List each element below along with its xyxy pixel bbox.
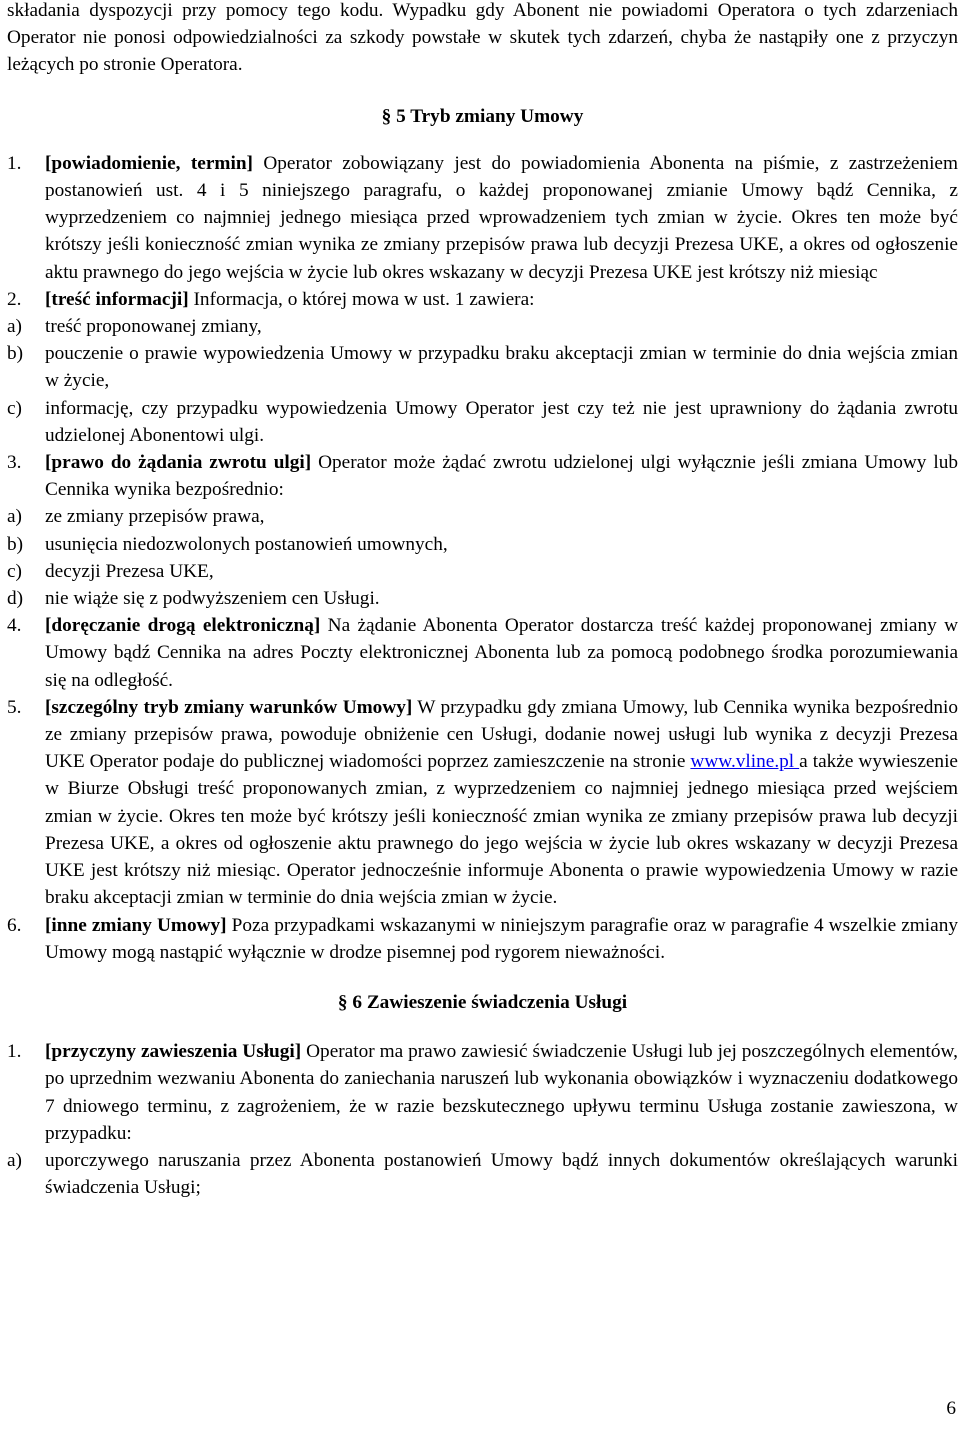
item-text: Operator zobowiązany jest do powiadomienia Abonenta na piśmie, z zastrzeżeniem postanowień ust. 4 i 5 niniejszego paragrafu, o każdej proponowanej zmianie Umowy bądź Cennika, z wyprzedzeniem co najmniej jednego miesiąca przed wprowadzeniem tych zmian w życie. Okres ten może być krótszy jeśli konieczność zmian wynika ze zmiany przepisów prawa lub decyzji Prezesa UKE, a okres od ogłoszenie aktu prawnego do jego wejścia w życie lub okres wskazany w decyzji Prezesa UKE jest krótszy niż miesiąc <box>45 152 958 283</box>
intro-paragraph: składania dyspozycji przy pomocy tego kodu. Wypadku gdy Abonent nie powiadomi Operatora o tych zdarzeniach Operator nie ponosi odpowiedzialności za szkody powstałe w skutek tych zdarzeń, chyba że nastąpiły one z przyczyn leżących po stronie Operatora. <box>7 0 958 76</box>
sublist-letter: a) <box>7 1149 22 1171</box>
item-number: 2. <box>7 288 22 310</box>
list-item <box>7 286 958 313</box>
sublist-item <box>7 395 958 449</box>
item-text: Operator ma prawo zawiesić świadczenie Usługi lub jej poszczególnych elementów, po uprzednim wezwaniu Abonenta do zaniechania naruszeń lub wykonania obowiązków i wyznaczeniu dodatkowego 7 dniowego terminu, z zagrożeniem, że w razie bezskutecznego upływu terminu Usługa zostanie zawieszona, w przypadku: <box>45 1041 958 1144</box>
sublist-text: usunięcia niedozwolonych postanowień umownych, <box>45 533 448 555</box>
sublist-item <box>7 585 958 612</box>
item-label: [doręczanie drogą elektroniczną] <box>45 615 321 637</box>
sublist-item <box>7 503 958 530</box>
sublist-letter: c) <box>7 397 22 419</box>
item-number: 6. <box>7 914 22 936</box>
item-text: a także wywieszenie w Biurze Obsługi treść proponowanych zmian, z wyprzedzeniem co najmniej jednego miesiąca przed wejściem zmian w życie. Okres ten może być krótszy jeśli konieczność zmian wynika ze zmiany przepisów prawa lub decyzji Prezesa UKE, a okres od ogłoszenie aktu prawnego do jego wejścia w życie lub okres wskazany w decyzji Prezesa UKE jest krótszy niż miesiąc. Operator jednocześnie informuje Abonenta o prawie wypowiedzenia Umowy w razie braku akceptacji zmian w terminie do dnia wejścia zmian w życie. <box>45 751 958 909</box>
document-page <box>7 0 958 1201</box>
list-item <box>7 150 958 286</box>
sublist-letter: d) <box>7 588 24 610</box>
item-label: [treść informacji] <box>45 288 189 310</box>
sublist-letter: a) <box>7 316 22 338</box>
sublist-text: decyzji Prezesa UKE, <box>45 560 214 582</box>
sublist-letter: a) <box>7 506 22 528</box>
item-text: Operator może żądać zwrotu udzielonej ulgi wyłącznie jeśli zmiana Umowy lub Cennika wynika bezpośrednio: <box>45 452 959 501</box>
sublist <box>7 1147 958 1201</box>
sublist-text: pouczenie o prawie wypowiedzenia Umowy w przypadku braku akceptacji zmian w terminie do dnia wejścia zmian w życie, <box>45 343 958 392</box>
list-item <box>7 912 958 966</box>
sublist-text: uporczywego naruszania przez Abonenta postanowień Umowy bądź innych dokumentów określających warunki świadczenia Usługi; <box>45 1149 958 1199</box>
sublist-item <box>7 313 958 340</box>
item-label: [przyczyny zawieszenia Usługi] <box>45 1041 302 1063</box>
sublist-text: informację, czy przypadku wypowiedzenia Umowy Operator jest czy też nie jest uprawniony do żądania zwrotu udzielonej Abonentowi ulgi. <box>45 397 958 446</box>
sublist-item <box>7 340 958 394</box>
item-number: 1. <box>7 1041 22 1063</box>
sublist-text: nie wiąże się z podwyższeniem cen Usługi. <box>45 588 380 610</box>
list-item <box>7 1038 958 1147</box>
sublist-letter: c) <box>7 560 22 582</box>
item-number: 4. <box>7 615 22 637</box>
item-text: Na żądanie Abonenta Operator dostarcza treść każdej proponowanej zmiany w Umowy bądź Cennika na adres Poczty elektronicznej Abonenta lub za pomocą podobnego środka porozumiewania się na odległość. <box>45 615 958 691</box>
sublist <box>7 313 958 449</box>
list-item <box>7 694 958 912</box>
sublist-letter: b) <box>7 533 24 555</box>
sublist-letter: b) <box>7 343 24 365</box>
sublist-text: treść proponowanej zmiany, <box>45 316 262 338</box>
list-item <box>7 612 958 694</box>
page-number: 6 <box>946 1398 956 1419</box>
sublist-item <box>7 1147 958 1201</box>
item-number: 1. <box>7 152 22 174</box>
sublist <box>7 503 958 612</box>
item-label: [prawo do żądania zwrotu ulgi] <box>45 452 312 474</box>
item-text: W przypadku gdy zmiana Umowy, lub Cennika wynika bezpośrednio ze zmiany przepisów prawa, powoduje obniżenie cen Usługi, dodanie nowej usługi lub wynika z decyzji Prezesa UKE Operator podaje do publicznej wiadomości poprzez zamieszczenie na stronie <box>45 696 958 773</box>
sublist-item <box>7 558 958 585</box>
item-number: 3. <box>7 452 22 474</box>
sublist-item <box>7 531 958 558</box>
item-text: Informacja, o której mowa w ust. 1 zawiera: <box>188 288 535 310</box>
section-5-heading: § 5 Tryb zmiany Umowy <box>381 105 584 127</box>
list-item <box>7 449 958 503</box>
item-label: [powiadomienie, termin] <box>45 152 253 174</box>
sublist-text: ze zmiany przepisów prawa, <box>45 506 265 528</box>
item-number: 5. <box>7 696 22 718</box>
item-text: Poza przypadkami wskazanymi w niniejszym paragrafie oraz w paragrafie 4 wszelkie zmiany Umowy mogą nastąpić wyłącznie w drodze pisemnej pod rygorem nieważności. <box>45 914 958 963</box>
section-6-heading: § 6 Zawieszenie świadczenia Usługi <box>337 991 628 1013</box>
website-link[interactable]: www.vline.pl <box>690 751 800 773</box>
item-label: [szczególny tryb zmiany warunków Umowy] <box>45 696 413 718</box>
item-label: [inne zmiany Umowy] <box>45 914 227 936</box>
